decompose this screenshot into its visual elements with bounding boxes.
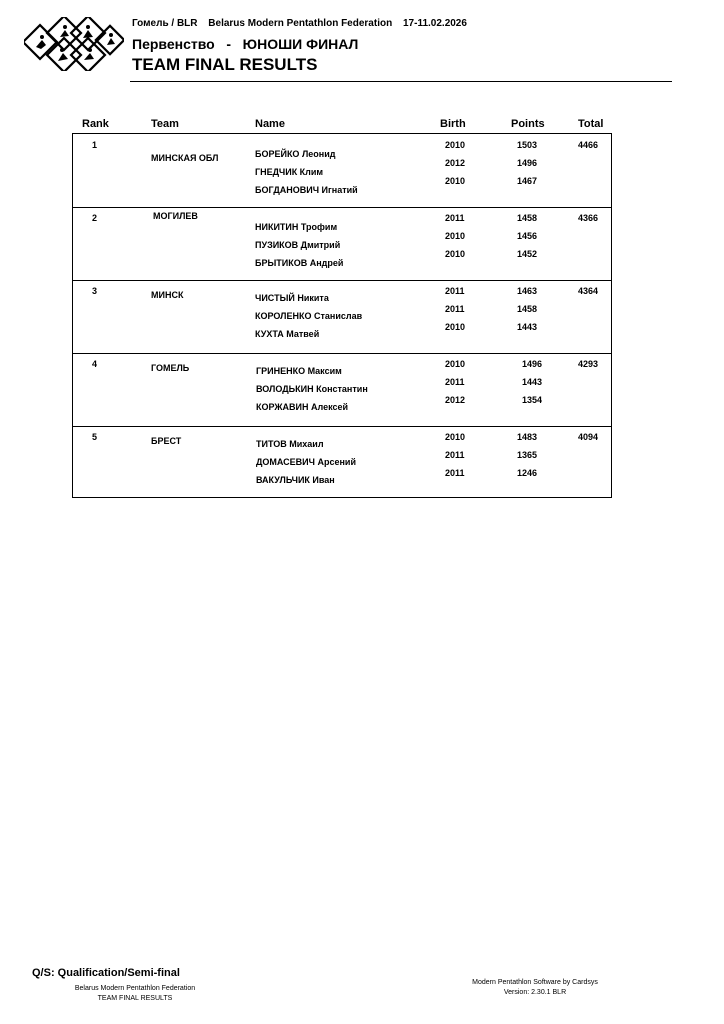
team-name: МИНСКАЯ ОБЛ xyxy=(151,153,219,163)
team-name: МОГИЛЕВ xyxy=(153,211,198,221)
athlete-birth: 2012 xyxy=(445,395,466,405)
results-table xyxy=(72,133,612,498)
row-divider xyxy=(73,280,611,281)
athlete-name: ГНЕДЧИК Клим xyxy=(255,167,324,177)
page-title: TEAM FINAL RESULTS xyxy=(132,55,318,74)
athlete-birth: 2010 xyxy=(445,432,466,442)
athlete-birth: 2010 xyxy=(445,322,466,332)
team-total: 4293 xyxy=(578,359,599,369)
dates-text: 17-11.02.2026 xyxy=(402,18,467,29)
athlete-birth: 2010 xyxy=(445,176,466,186)
athlete-birth: 2010 xyxy=(445,140,466,150)
athlete-points: 1467 xyxy=(517,176,538,186)
athlete-points: 1463 xyxy=(517,286,538,296)
column-header-birth: Birth xyxy=(440,118,466,130)
footer-left xyxy=(60,984,210,1004)
footer-report-title: TEAM FINAL RESULTS xyxy=(97,995,173,1002)
athlete-points: 1458 xyxy=(517,213,538,223)
athlete-name: КОРОЛЕНКО Станислав xyxy=(255,311,363,321)
athlete-name: БРЫТИКОВ Андрей xyxy=(255,258,344,268)
athlete-points: 1496 xyxy=(517,158,538,168)
team-name: МИНСК xyxy=(151,290,184,300)
athlete-birth: 2011 xyxy=(445,450,465,460)
athlete-points: 1456 xyxy=(517,231,538,241)
athlete-name: ПУЗИКОВ Дмитрий xyxy=(255,240,341,250)
athlete-birth: 2011 xyxy=(445,213,465,223)
qs-legend: Q/S: Qualification/Semi-final xyxy=(32,967,180,979)
team-total: 4366 xyxy=(578,213,599,223)
athlete-name: БОРЕЙКО Леонид xyxy=(255,149,336,159)
team-rank: 5 xyxy=(92,432,98,442)
column-header-points: Points xyxy=(511,118,545,130)
athlete-birth: 2011 xyxy=(445,377,465,387)
team-rank: 4 xyxy=(92,359,98,369)
athlete-points: 1443 xyxy=(522,377,543,387)
athlete-birth: 2011 xyxy=(445,468,465,478)
competition-title: Первенство - ЮНОШИ ФИНАЛ xyxy=(132,36,359,52)
athlete-points: 1483 xyxy=(517,432,538,442)
team-name: ГОМЕЛЬ xyxy=(151,363,190,373)
federation-text: Belarus Modern Pentathlon Federation xyxy=(208,18,393,29)
athlete-points: 1503 xyxy=(517,140,538,150)
location-text: Гомель / BLR xyxy=(132,18,198,29)
athlete-name: ВОЛОДЬКИН Константин xyxy=(256,384,368,394)
athlete-birth: 2011 xyxy=(445,286,465,296)
header-info-line xyxy=(132,18,475,29)
footer-federation: Belarus Modern Pentathlon Federation xyxy=(74,985,196,992)
athlete-points: 1246 xyxy=(517,468,538,478)
row-divider xyxy=(73,426,611,427)
team-total: 4466 xyxy=(578,140,599,150)
footer-software: Modern Pentathlon Software by Cardsys xyxy=(472,979,598,986)
column-header-rank: Rank xyxy=(82,118,109,130)
athlete-points: 1354 xyxy=(522,395,543,405)
athlete-points: 1452 xyxy=(517,249,538,259)
athlete-birth: 2011 xyxy=(445,304,465,314)
athlete-name: ГРИНЕНКО Максим xyxy=(256,366,342,376)
athlete-birth: 2010 xyxy=(445,249,466,259)
footer-right xyxy=(460,978,610,998)
athlete-name: ТИТОВ Михаил xyxy=(256,439,324,449)
athlete-points: 1365 xyxy=(517,450,538,460)
athlete-name: КОРЖАВИН Алексей xyxy=(256,402,349,412)
athlete-points: 1458 xyxy=(517,304,538,314)
athlete-name: ВАКУЛЬЧИК Иван xyxy=(256,475,335,485)
athlete-birth: 2010 xyxy=(445,231,466,241)
athlete-name: НИКИТИН Трофим xyxy=(255,222,338,232)
team-total: 4364 xyxy=(578,286,599,296)
pentathlon-logo-icon xyxy=(24,17,124,71)
column-header-team: Team xyxy=(151,118,179,130)
column-header-total: Total xyxy=(578,118,604,130)
athlete-points: 1443 xyxy=(517,322,538,332)
column-header-name: Name xyxy=(255,118,285,130)
team-total: 4094 xyxy=(578,432,599,442)
row-divider xyxy=(73,207,611,208)
athlete-name: ДОМАСЕВИЧ Арсений xyxy=(256,457,356,467)
team-rank: 1 xyxy=(92,140,98,150)
team-rank: 2 xyxy=(92,213,98,223)
athlete-points: 1496 xyxy=(522,359,543,369)
team-name: БРЕСТ xyxy=(151,436,182,446)
athlete-birth: 2012 xyxy=(445,158,466,168)
team-rank: 3 xyxy=(92,286,98,296)
header-divider xyxy=(130,81,672,82)
row-divider xyxy=(73,353,611,354)
athlete-name: ЧИСТЫЙ Никита xyxy=(255,293,329,303)
athlete-birth: 2010 xyxy=(445,359,466,369)
footer-version: Version: 2.30.1 BLR xyxy=(503,989,567,996)
athlete-name: КУХТА Матвей xyxy=(255,329,320,339)
athlete-name: БОГДАНОВИЧ Игнатий xyxy=(255,185,358,195)
